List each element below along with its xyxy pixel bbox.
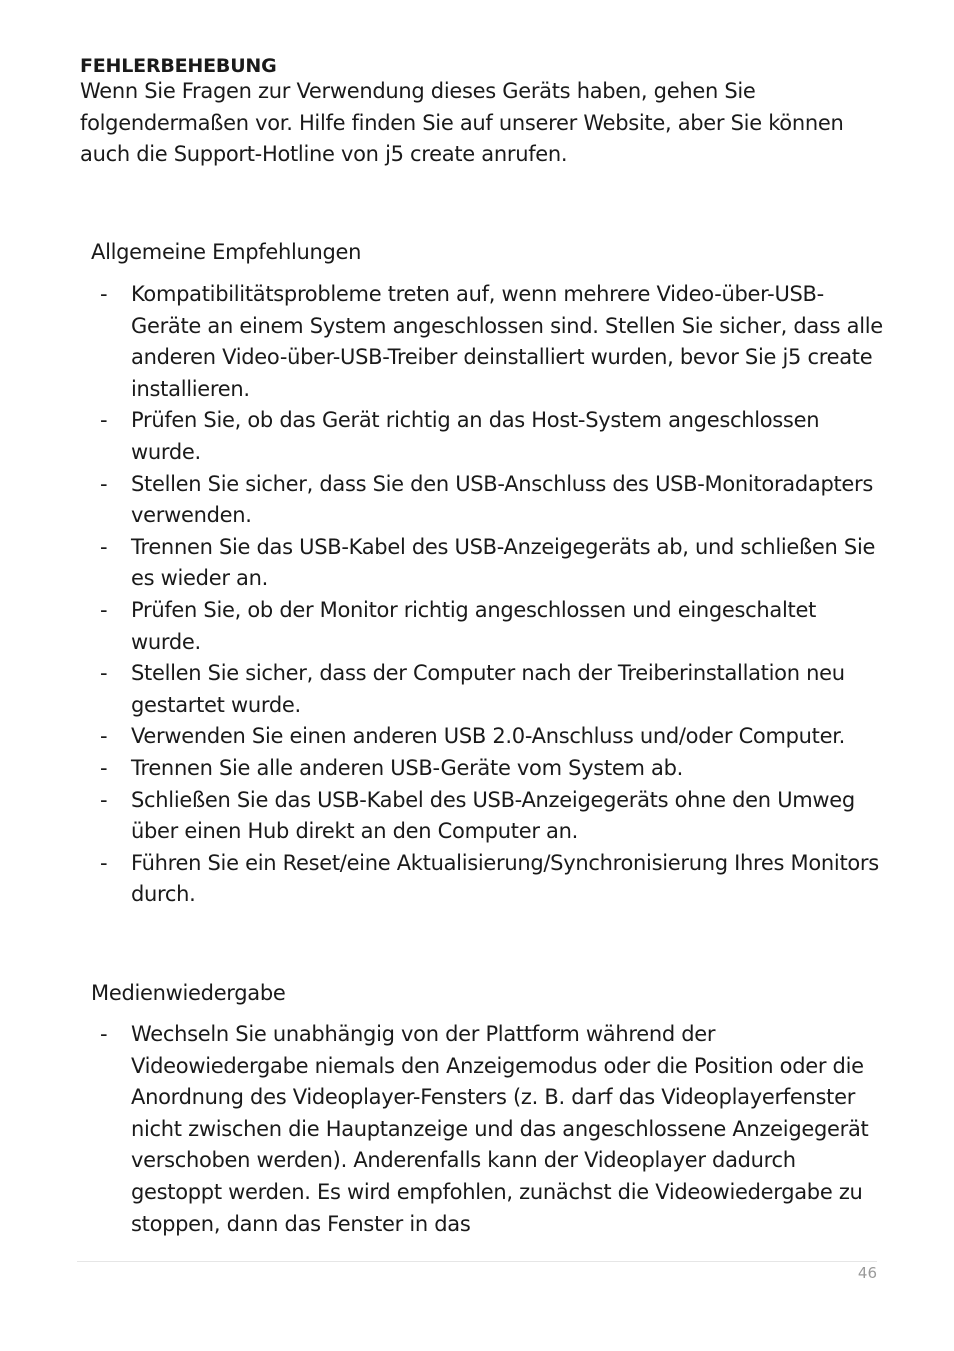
- list-dash: -: [100, 471, 108, 496]
- list-dash: -: [100, 534, 108, 559]
- list-dash: -: [100, 724, 108, 749]
- list-item: - Verwenden Sie einen anderen USB 2.0-Anschluss und/oder Computer.: [100, 721, 890, 753]
- section-heading: FEHLERBEHEBUNG: [80, 55, 277, 77]
- subsection-title-media: Medienwiedergabe: [91, 981, 286, 1005]
- list-dash: -: [100, 850, 108, 875]
- general-recommendations-list: [100, 279, 890, 911]
- list-dash: -: [100, 661, 108, 686]
- list-dash: -: [100, 282, 108, 306]
- list-dash: -: [100, 597, 108, 622]
- list-dash: -: [100, 787, 108, 812]
- list-item: - Führen Sie ein Reset/eine Aktualisierung/Synchronisierung Ihres Monitors durch.: [100, 848, 890, 911]
- list-item: - Schließen Sie das USB-Kabel des USB-Anzeigegeräts ohne den Umweg über einen Hub direkt an den Computer an.: [100, 785, 890, 848]
- list-item: - Wechseln Sie unabhängig von der Plattform während der Videowiedergabe niemals den Anzeigemodus oder die Position oder die Anordnung des Videoplayer-Fensters (z. B. darf das Videoplayerfenster nicht zwischen die Hauptanzeige und das angeschlossene Anzeigegerät verschoben werden). Anderenfalls kann der Videoplayer dadurch gestoppt werden. Es wird empfohlen, zunächst die Videowiedergabe zu stoppen, dann das Fenster in das: [100, 1019, 890, 1240]
- list-dash: -: [100, 1022, 108, 1046]
- list-dash: -: [100, 755, 108, 780]
- list-item: - Prüfen Sie, ob der Monitor richtig angeschlossen und eingeschaltet wurde.: [100, 595, 890, 658]
- subsection-title-general: Allgemeine Empfehlungen: [91, 240, 362, 264]
- media-playback-list: [100, 1019, 890, 1240]
- list-item: - Stellen Sie sicher, dass der Computer nach der Treiberinstallation neu gestartet wurde.: [100, 658, 890, 721]
- footer-divider: [77, 1261, 877, 1262]
- page-number: 46: [857, 1264, 877, 1282]
- list-item: - Kompatibilitätsprobleme treten auf, wenn mehrere Video-über-USB-Geräte an einem System angeschlossen sind. Stellen Sie sicher, dass alle anderen Video-über-USB-Treiber deinstalliert wurden, bevor Sie j5 create installieren.: [100, 279, 890, 405]
- intro-paragraph: Wenn Sie Fragen zur Verwendung dieses Geräts haben, gehen Sie folgendermaßen vor. Hilfe finden Sie auf unserer Website, aber Sie können auch die Support-Hotline von j5 create anrufen.: [80, 79, 844, 167]
- list-item: - Trennen Sie das USB-Kabel des USB-Anzeigegeräts ab, und schließen Sie es wieder an.: [100, 532, 890, 595]
- list-dash: -: [100, 408, 108, 433]
- list-item: - Trennen Sie alle anderen USB-Geräte vom System ab.: [100, 753, 890, 785]
- list-item: - Stellen Sie sicher, dass Sie den USB-Anschluss des USB-Monitoradapters verwenden.: [100, 469, 890, 532]
- list-item: - Prüfen Sie, ob das Gerät richtig an das Host-System angeschlossen wurde.: [100, 405, 890, 468]
